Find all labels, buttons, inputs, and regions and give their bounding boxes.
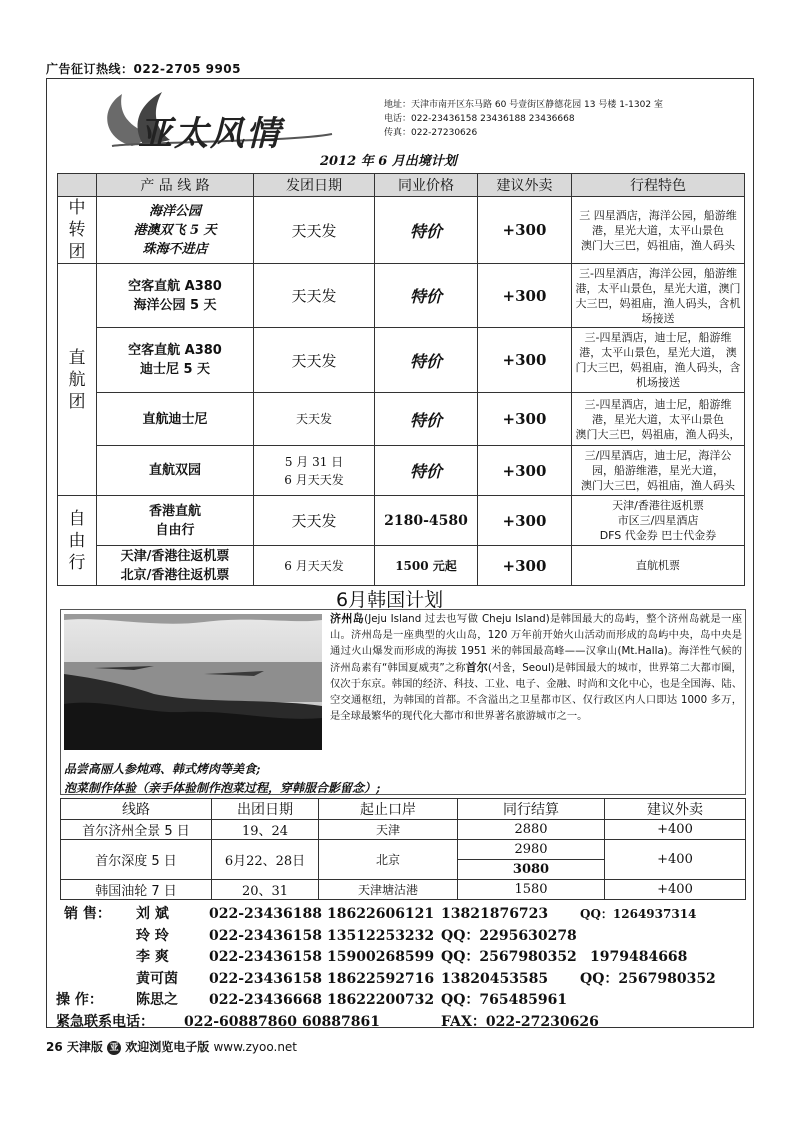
header-price: 同业价格	[375, 174, 478, 197]
group-transit: 中 转 团	[58, 197, 97, 264]
features-cell: 三 四星酒店，海洋公园，船游维港，星光大道，太平山景色 澳门大三巴，妈祖庙，渔人码头	[572, 197, 745, 264]
price-cell: 2880	[458, 820, 605, 840]
product-cell: 海洋公园 港澳双飞 5 天 珠海不进店	[97, 197, 254, 264]
page-number: 26 天津版	[46, 1040, 103, 1054]
header-product: 产 品 线 路	[97, 174, 254, 197]
page-footer	[46, 1038, 297, 1055]
footer-url[interactable]: www.zyoo.net	[213, 1040, 298, 1054]
date-cell: 天天发	[254, 393, 375, 446]
ops-qq: QQ：765485961	[441, 992, 568, 1008]
date-cell: 天天发	[254, 197, 375, 264]
features-cell: 三-四星酒店，迪士尼，船游维港，太平山景色，星光大道， 澳门大三巴，妈祖庙，渔人码头，含机场接送	[572, 328, 745, 393]
contact-mobile-2: 1979484668	[590, 949, 688, 965]
jeju-description: (Jeju Island 过去也写做 Cheju Island)是韩国最大的岛屿，整个济州岛就是一座山。济州岛是一座典型的火山岛，120 万年前开始火山活动而形成的岛屿中央，岛中央是通过火山爆发而形成的海拔 1951 米的韩国最高峰——汉拿山(Mt.Halla)。海洋性气候的济州岛素有“韩国夏威夷”之称	[330, 613, 743, 674]
date-cell: 5 月 31 日 6 月天天发	[254, 446, 375, 496]
highlight-food: 品尝高丽人参炖鸡、韩式烤肉等美食;	[64, 762, 261, 776]
contact-phone: 电话：022-23436158 23436188 23436668	[384, 114, 575, 124]
contact-mobile-2: 13820453585	[441, 970, 549, 987]
contact-name: 刘 斌	[136, 906, 169, 922]
header-extra: 建议外卖	[478, 174, 572, 197]
table-row	[58, 546, 745, 586]
header-group	[58, 174, 97, 197]
contact-mobile: 18622592716	[327, 970, 435, 987]
highlight-kimchi: 泡菜制作体验（亲手体验制作泡菜过程，穿韩服合影留念）;	[64, 781, 381, 795]
contact-mobile-2: 13821876723	[441, 906, 549, 922]
date-cell: 天天发	[254, 328, 375, 393]
brand-badge-icon: 亚	[107, 1041, 121, 1055]
extra-cell: +300	[478, 264, 572, 328]
date-cell: 天天发	[254, 264, 375, 328]
product-cell: 天津/香港往返机票 北京/香港往返机票	[97, 546, 254, 586]
brand-name: 亚太风情	[138, 114, 282, 154]
table-row	[58, 197, 745, 264]
contact-row	[64, 926, 744, 948]
product-cell: 直航双园	[97, 446, 254, 496]
contact-name: 李 爽	[136, 949, 169, 965]
contact-tel: 022-23436158	[209, 949, 322, 965]
product-cell: 空客直航 A380 迪士尼 5 天	[97, 328, 254, 393]
label-sales: 销 售：	[64, 906, 111, 922]
jeju-term: 济州岛	[330, 612, 365, 625]
price-cell: 2980	[458, 840, 605, 860]
table-row	[61, 840, 746, 860]
emergency-tel: 022-60887860	[184, 1013, 297, 1030]
table-row	[58, 446, 745, 496]
price-cell: 1500 元起	[375, 546, 478, 586]
features-cell: 天津/香港往返机票 市区三/四星酒店 DFS 代金券 巴士代金券	[572, 496, 745, 546]
contact-tel: 022-23436158	[209, 970, 322, 987]
table-row	[61, 820, 746, 840]
contact-tel: 022-23436188	[209, 906, 322, 922]
extra-cell: +300	[478, 197, 572, 264]
korea-title: 6月韩国计划	[336, 589, 444, 611]
extra-cell: +300	[478, 546, 572, 586]
date-cell: 6 月天天发	[254, 546, 375, 586]
features-cell: 直航机票	[572, 546, 745, 586]
extra-cell: +300	[478, 446, 572, 496]
plan-table	[57, 173, 745, 586]
sales-contacts	[56, 904, 744, 1033]
port-cell: 北京	[319, 840, 458, 880]
contact-mobile: 13512253232	[327, 927, 435, 944]
date-cell: 天天发	[254, 496, 375, 546]
extra-cell: +400	[605, 820, 746, 840]
label-ops: 操 作：	[56, 992, 103, 1008]
contact-mobile: 18622606121	[327, 906, 435, 922]
plan-table-header	[58, 174, 745, 197]
table-row	[61, 880, 746, 900]
ops-row	[56, 990, 744, 1012]
port-cell: 天津	[319, 820, 458, 840]
contact-qq: QQ：2295630278	[441, 927, 577, 944]
table-row	[58, 328, 745, 393]
korea-description	[330, 611, 742, 724]
price-cell: 特价	[375, 393, 478, 446]
header-port: 起止口岸	[319, 799, 458, 820]
price-cell: 特价	[375, 446, 478, 496]
contact-qq: QQ：2567980352	[580, 970, 716, 987]
header-route: 线路	[61, 799, 212, 820]
contact-mobile: 15900268599	[327, 949, 435, 965]
group-direct: 直 航 团	[58, 264, 97, 496]
header-settle: 同行结算	[458, 799, 605, 820]
dates-cell: 6月22、28日	[212, 840, 319, 880]
header-dates: 出团日期	[212, 799, 319, 820]
contact-row	[64, 947, 744, 969]
emergency-tel-2: 60887861	[302, 1013, 380, 1030]
price-cell: 1580	[458, 880, 605, 900]
contact-info	[384, 98, 663, 140]
emergency-fax: FAX：022-27230626	[441, 1013, 599, 1030]
extra-cell: +400	[605, 880, 746, 900]
table-row	[58, 264, 745, 328]
footer-slogan: 欢迎浏览电子版	[125, 1040, 210, 1054]
route-cell: 首尔深度 5 日	[61, 840, 212, 880]
ops-name: 陈思之	[136, 992, 178, 1008]
dates-cell: 19、24	[212, 820, 319, 840]
extra-cell: +400	[605, 840, 746, 880]
port-cell: 天津塘沽港	[319, 880, 458, 900]
price-cell: 特价	[375, 328, 478, 393]
contact-name: 玲 玲	[136, 927, 169, 944]
contact-address: 地址：天津市南开区东马路 60 号壹街区静德花园 13 号楼 1-1302 室	[384, 100, 663, 110]
korea-table-header	[61, 799, 746, 820]
seoul-description: (서울，Seoul)是韩国最大的城市，世界第二大都市圈，仅次于东京。韩国的经济、科技、工业、电子、金融、时尚和文化中心，也是全国海、陆、空交通枢纽，为韩国的首都。不含溢出之卫星都市区、仅行政区内人口即达 1000 多万，是全球最繁华的现代化大都市和世界著名旅游城市之一。	[330, 661, 742, 723]
features-cell: 三/四星酒店，迪士尼，海洋公园，船游维港，星光大道， 澳门大三巴，妈祖庙，渔人码头	[572, 446, 745, 496]
price-cell: 特价	[375, 264, 478, 328]
emergency-row	[56, 1012, 744, 1034]
group-free: 自 由 行	[58, 496, 97, 586]
header-date: 发团日期	[254, 174, 375, 197]
dates-cell: 20、31	[212, 880, 319, 900]
features-cell: 三-四星酒店，迪士尼，船游维港，星光大道，太平山景色 澳门大三巴，妈祖庙，渔人码头，	[572, 393, 745, 446]
plan-title: 2012 年 6 月出境计划	[320, 154, 457, 169]
korea-table	[60, 798, 746, 900]
price-cell-2: 3080	[458, 860, 605, 880]
extra-cell: +300	[478, 496, 572, 546]
contact-qq: QQ：1264937314	[580, 907, 697, 921]
contact-tel: 022-23436158	[209, 927, 322, 944]
contact-fax: 传真：022-27230626	[384, 128, 478, 138]
contact-name: 黄可茵	[136, 970, 178, 987]
label-emergency: 紧急联系电话：	[56, 1013, 154, 1030]
features-cell: 三-四星酒店，海洋公园，船游维港，太平山景色，星光大道，澳门大三巴，妈祖庙，渔人码头，含机场接送	[572, 264, 745, 328]
header-extra: 建议外卖	[605, 799, 746, 820]
korea-highlights	[64, 760, 380, 798]
coast-photo	[64, 614, 322, 750]
product-cell: 空客直航 A380 海洋公园 5 天	[97, 264, 254, 328]
route-cell: 韩国油轮 7 日	[61, 880, 212, 900]
ad-hotline: 广告征订热线：022-2705 9905	[46, 62, 242, 76]
ops-mobile: 18622200732	[327, 992, 435, 1008]
seoul-term: 首尔	[465, 660, 488, 674]
product-cell: 香港直航 自由行	[97, 496, 254, 546]
ops-tel: 022-23436668	[209, 992, 322, 1008]
header-features: 行程特色	[572, 174, 745, 197]
extra-cell: +300	[478, 393, 572, 446]
contact-row	[64, 969, 744, 991]
contact-row	[64, 904, 744, 926]
price-cell: 2180-4580	[375, 496, 478, 546]
price-cell: 特价	[375, 197, 478, 264]
extra-cell: +300	[478, 328, 572, 393]
table-row	[58, 496, 745, 546]
route-cell: 首尔济州全景 5 日	[61, 820, 212, 840]
product-cell: 直航迪士尼	[97, 393, 254, 446]
table-row	[58, 393, 745, 446]
contact-qq: QQ：2567980352	[441, 949, 577, 965]
